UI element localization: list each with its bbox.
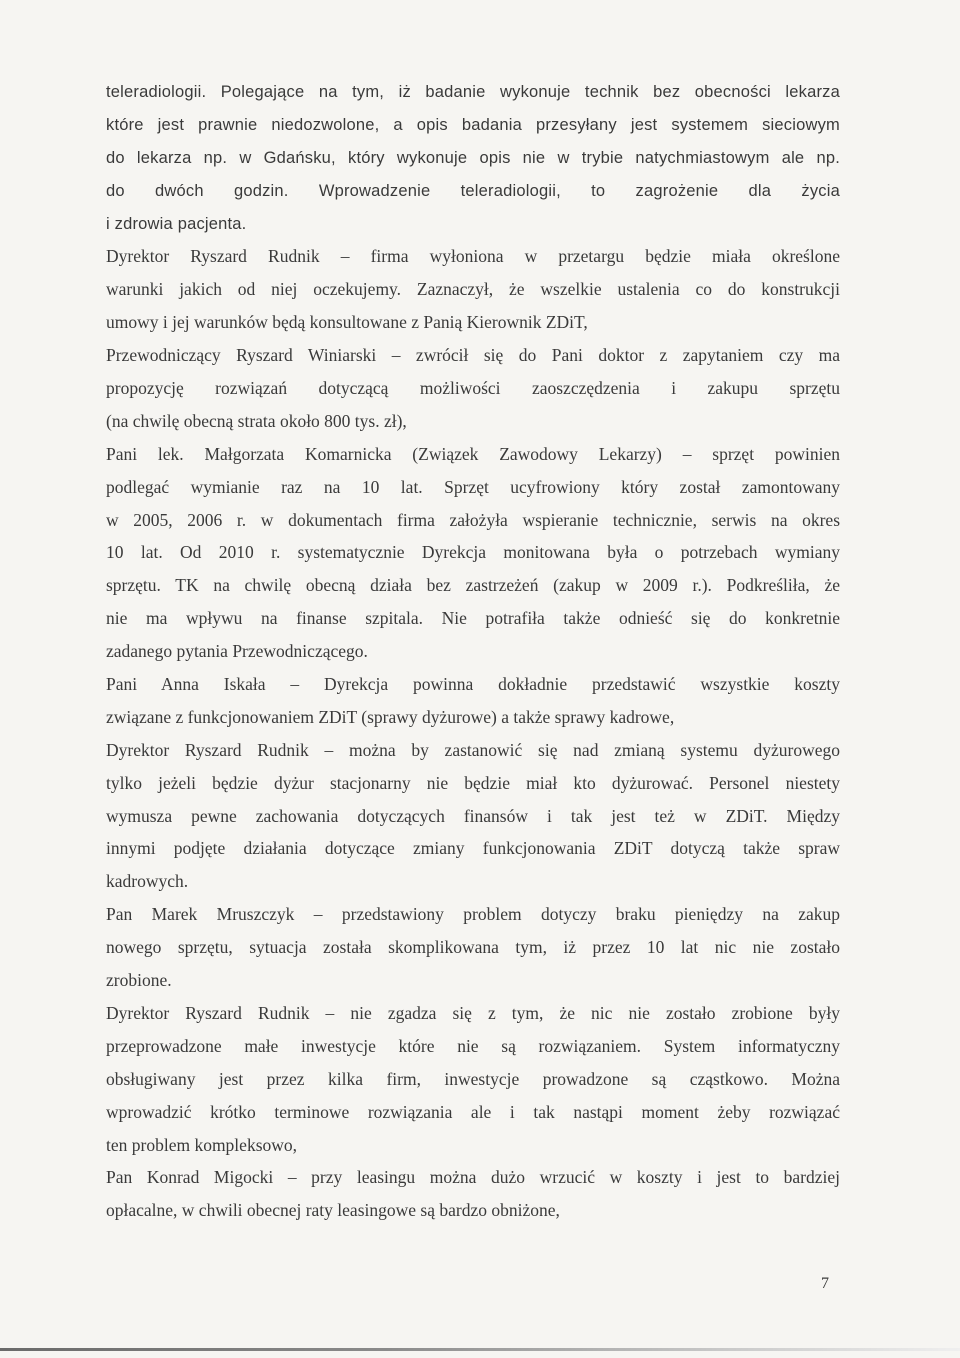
- text-line: umowy i jej warunków będą konsultowane z Panią Kierownik ZDiT,: [106, 312, 588, 333]
- text-line: opłacalne, w chwili obecnej raty leasingowe są bardzo obniżone,: [106, 1200, 560, 1221]
- text-line: obsługiwany jest przez kilka firm, inwestycje prowadzone są cząstkowo. Można: [106, 1068, 840, 1089]
- text-line: Pani lek. Małgorzata Komarnicka (Związek Zawodowy Lekarzy) – sprzęt powinien: [106, 443, 840, 464]
- text-line: do dwóch godzin. Wprowadzenie teleradiologii, to zagrożenie dla życia: [106, 181, 840, 200]
- text-line: teleradiologii. Polegające na tym, iż badanie wykonuje technik bez obecności lekarza: [106, 83, 840, 101]
- text-line: ten problem kompleksowo,: [106, 1134, 298, 1155]
- text-line: nie ma wpływu na finanse szpitala. Nie potrafiła także odnieść się do konkretnie: [106, 608, 840, 629]
- text-line: zadanego pytania Przewodniczącego.: [106, 641, 368, 662]
- text-line: 10 lat. Od 2010 r. systematycznie Dyrekcja monitowana była o potrzebach wymiany: [106, 542, 840, 563]
- text-line: Dyrektor Ryszard Rudnik – firma wyłoniona w przetargu będzie miała określone: [106, 246, 840, 267]
- text-line: Dyrektor Ryszard Rudnik – można by zastanowić się nad zmianą systemu dyżurowego: [106, 739, 840, 760]
- document-body-text: [106, 76, 840, 1227]
- text-line: w 2005, 2006 r. w dokumentach firma założyła wspieranie technicznie, serwis na okres: [106, 509, 840, 530]
- text-line: do lekarza np. w Gdańsku, który wykonuje opis nie w trybie natychmiastowym ale np.: [106, 148, 840, 167]
- text-line: innymi podjęte działania dotyczące zmiany funkcjonowania ZDiT dotyczą także spraw: [106, 838, 840, 859]
- text-line: które jest prawnie niedozwolone, a opis badania przesyłany jest systemem sieciowym: [106, 115, 840, 134]
- text-line: Pan Marek Mruszczyk – przedstawiony problem dotyczy braku pieniędzy na zakup: [106, 904, 840, 925]
- text-line: propozycję rozwiązań dotyczącą możliwości zaoszczędzenia i zakupu sprzętu: [106, 378, 840, 399]
- text-line: Dyrektor Ryszard Rudnik – nie zgadza się z tym, że nic nie zostało zrobione były: [106, 1002, 840, 1023]
- text-line: Pan Konrad Migocki – przy leasingu można dużo wrzucić w koszty i jest to bardziej: [106, 1167, 840, 1188]
- text-line: warunki jakich od niej oczekujemy. Zaznaczył, że wszelkie ustalenia co do konstrukcji: [106, 279, 840, 300]
- text-line: (na chwilę obecną strata około 800 tys. zł),: [106, 410, 407, 431]
- text-line: nowego sprzętu, sytuacja została skomplikowana tym, iż przez 10 lat nic nie zostało: [106, 937, 840, 958]
- text-line: podlegać wymianie raz na 10 lat. Sprzęt ucyfrowiony który został zamontowany: [106, 476, 840, 497]
- text-line: Przewodniczący Ryszard Winiarski – zwrócił się do Pani doktor z zapytaniem czy ma: [106, 345, 840, 366]
- page-number: 7: [821, 1275, 829, 1292]
- text-line: związane z funkcjonowaniem ZDiT (sprawy dyżurowe) a także sprawy kadrowe,: [106, 706, 675, 727]
- text-line: przeprowadzone małe inwestycje które nie są rozwiązaniem. System informatyczny: [106, 1035, 840, 1056]
- text-line: tylko jeżeli będzie dyżur stacjonarny nie będzie miał kto dyżurować. Personel niestety: [106, 772, 840, 793]
- text-line: wprowadzić krótko terminowe rozwiązania ale i tak nastąpi moment żeby rozwiązać: [106, 1101, 840, 1122]
- text-line: zrobione.: [106, 970, 172, 991]
- text-line: kadrowych.: [106, 871, 189, 892]
- scan-bottom-edge: [0, 1348, 960, 1351]
- text-line: Pani Anna Iskała – Dyrekcja powinna dokładnie przedstawić wszystkie koszty: [106, 674, 840, 695]
- text-line: sprzętu. TK na chwilę obecną działa bez zastrzeżeń (zakup w 2009 r.). Podkreśliła, że: [106, 575, 840, 596]
- text-line: i zdrowia pacjenta.: [106, 214, 247, 233]
- text-line: wymusza pewne zachowania dotyczących finansów i tak jest też w ZDiT. Między: [106, 805, 840, 826]
